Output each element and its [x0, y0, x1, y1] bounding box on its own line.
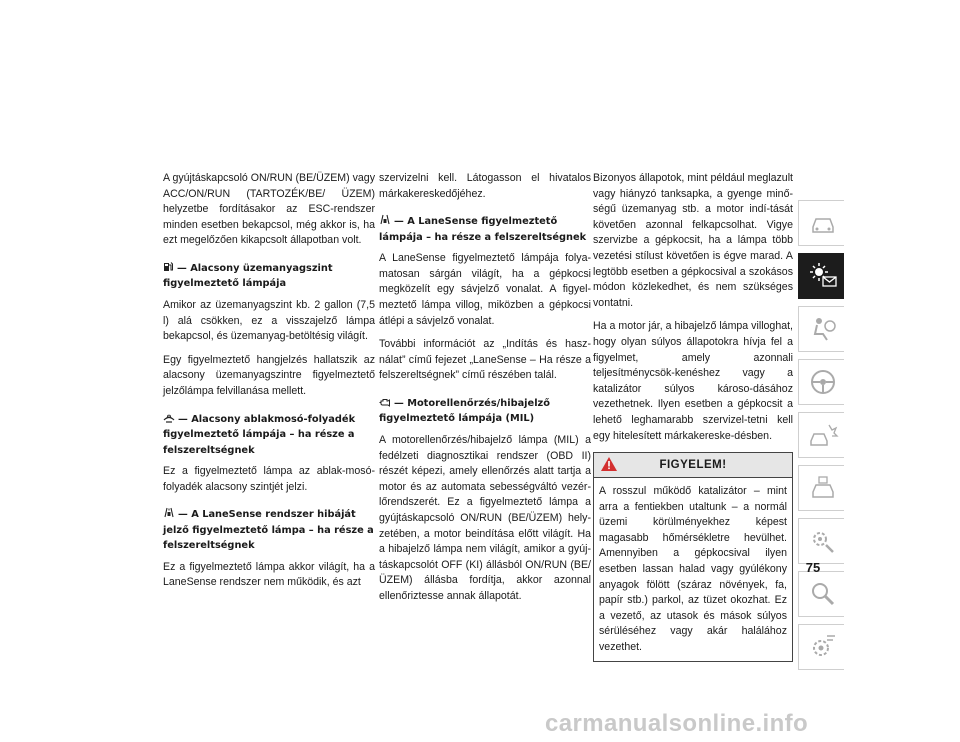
paragraph: Ez a figyelmeztető lámpa az ablak-mosó-folyadék alacsony szintjét jelzi. — [163, 465, 375, 493]
tab-car-front[interactable] — [798, 200, 844, 246]
lanesense-fault-icon — [163, 507, 175, 518]
specs-gear-icon — [807, 631, 839, 663]
collision-icon — [807, 419, 839, 451]
tab-gear-wrench[interactable] — [798, 518, 844, 564]
watermark: carmanualsonline.info — [545, 710, 809, 737]
washer-fluid-icon — [163, 413, 175, 423]
paragraph: A gyújtáskapcsoló ON/RUN (BE/ÜZEM) vagy ACC/ON/RUN (TARTOZÉK/BE/ ÜZEM) helyzetbe fordításakor az ESC-rendszer minden esetben bekapcsol, még akkor is, ha ezt megelőzően kikapcsolt állapotban volt. — [163, 172, 375, 247]
tab-collision[interactable] — [798, 412, 844, 458]
steering-wheel-icon — [807, 366, 839, 398]
tab-magnifier[interactable] — [798, 571, 844, 617]
section-heading-mil: — Motorellenőrzés/hibajelző figyelmeztető lámpája (MIL) — [379, 397, 550, 425]
warning-triangle-icon — [600, 456, 618, 472]
section-heading-low-fuel: — Alacsony üzemanyagszint figyelmeztető lámpája — [163, 262, 333, 290]
tab-service-car[interactable] — [798, 465, 844, 511]
column-3 — [593, 171, 793, 662]
tab-warning-lights[interactable] — [798, 253, 844, 299]
paragraph: Bizonyos állapotok, mint például meglazult vagy hiányzó tanksapka, a gyenge minő-ségű üzemanyag stb. a motor indí-tását követően azonnal felkapcsolhat. Vigye szervizbe a gépkocsit, ha a lámpa több vezetési stílust követően is égve marad. A legtöbb esetben a gépkocsival a szokásos módon közlekedhet, és nem szükséges vontatni. — [593, 172, 793, 309]
lanesense-icon — [379, 214, 391, 225]
warning-title: FIGYELEM! — [659, 459, 727, 472]
gear-wrench-icon — [807, 525, 839, 557]
car-front-icon — [807, 207, 839, 239]
page-number: 75 — [805, 560, 821, 575]
paragraph: Egy figyelmeztető hangjelzés hallatszik az alacsony üzemanyagszintre figyelmeztető jelzőlámpa felvillanása mellett. — [163, 353, 375, 397]
paragraph: Ha a motor jár, a hibajelző lámpa villoghat, hogy olyan súlyos állapotokra hívja fel a figyelmet, amely azonnali teljesítménycsök-kenéshez vagy a katalizátor súlyos károso-dásához vezethetnek. Ilyen esetben a gépkocsit a lehető leghamarabb szervizel-tetni kell egy hitelesített márkakereske-désben. — [593, 320, 793, 442]
warning-header — [594, 453, 792, 478]
warning-lights-icon — [807, 260, 839, 292]
chapter-tabs — [798, 200, 844, 677]
paragraph: Amikor az üzemanyagszint kb. 2 gallon (7,5 l) alá csökken, ez a visszajelző lámpa bekapcsol, és üzemanyag-betöltésig világít. — [163, 298, 375, 343]
paragraph: A LaneSense figyelmeztető lámpája folya-matosan sárgán világít, ha a gépkocsi megközelít egy sávjelző vonalat. A figyel-meztető lámpa villog, miközben a gépkocsi átlépi a sávjelző vonalat. — [379, 252, 591, 327]
engine-check-icon — [379, 398, 391, 407]
magnifier-icon — [807, 578, 839, 610]
section-heading-washer-fluid: — Alacsony ablakmosó-folyadék figyelmeztető lámpája – ha része a felszereltségnek — [163, 413, 356, 456]
paragraph: Ez a figyelmeztető lámpa akkor világít, ha a LaneSense rendszer nem működik, és azt — [163, 560, 375, 589]
paragraph: A motorellenőrzés/hibajelző lámpa (MIL) a fedélzeti diagnosztikai rendszer (OBD II) részét képezi, amely ellenőrzés alatt tartja a motor és az automata sebességváltó vezér-lőrendszerét. Ez a figyelmeztető lámpa a gyújtáskapcsoló ON/RUN (BE/ÜZEM) hely-zetében, a motor beindítása előtt világít. Ha a hibajelző lámpa nem világít, amikor a gyúj-táskapcsolót OFF (KI) állásból ON/RUN (BE/ÜZEM) állásba fordítja, akkor azonnal ellenőriztesse annak állapotát. — [379, 433, 591, 602]
paragraph: További információt az „Indítás és hasz-nálat” című fejezet „LaneSense – Ha része a felszereltségnek” című részében talál. — [379, 338, 591, 382]
column-1 — [163, 171, 375, 599]
airbag-seat-icon — [807, 313, 839, 345]
tab-airbag-seat[interactable] — [798, 306, 844, 352]
warning-box — [593, 452, 793, 662]
service-car-icon — [807, 472, 839, 504]
fuel-pump-icon — [163, 261, 174, 272]
section-heading-lanesense-fault: — A LaneSense rendszer hibáját jelző figyelmeztető lámpa – ha része a felszereltségnek — [163, 509, 374, 552]
tab-specs[interactable] — [798, 624, 844, 670]
warning-text: A rosszul működő katalizátor – mint arra a fentiekben utaltunk – a normál üzemi körülményekhez képest magasabb hőmérsékletre hevülhet. Amennyiben a gépkocsival ilyen esetben lassan halad vagy gyúlékony anyagok fölött (száraz növények, fa, papír stb.) parkol, az tüzet okozhat. Ez a vezető, az utasok és mások súlyos sérüléséhez vagy akár halálához vezethet. — [599, 485, 787, 654]
section-heading-lanesense: — A LaneSense figyelmeztető lámpája – ha része a felszereltségnek — [379, 216, 587, 243]
paragraph: szervizelni kell. Látogasson el hivatalos márkakereskedőjéhez. — [379, 172, 591, 200]
tab-steering-wheel[interactable] — [798, 359, 844, 405]
column-2 — [379, 171, 591, 612]
